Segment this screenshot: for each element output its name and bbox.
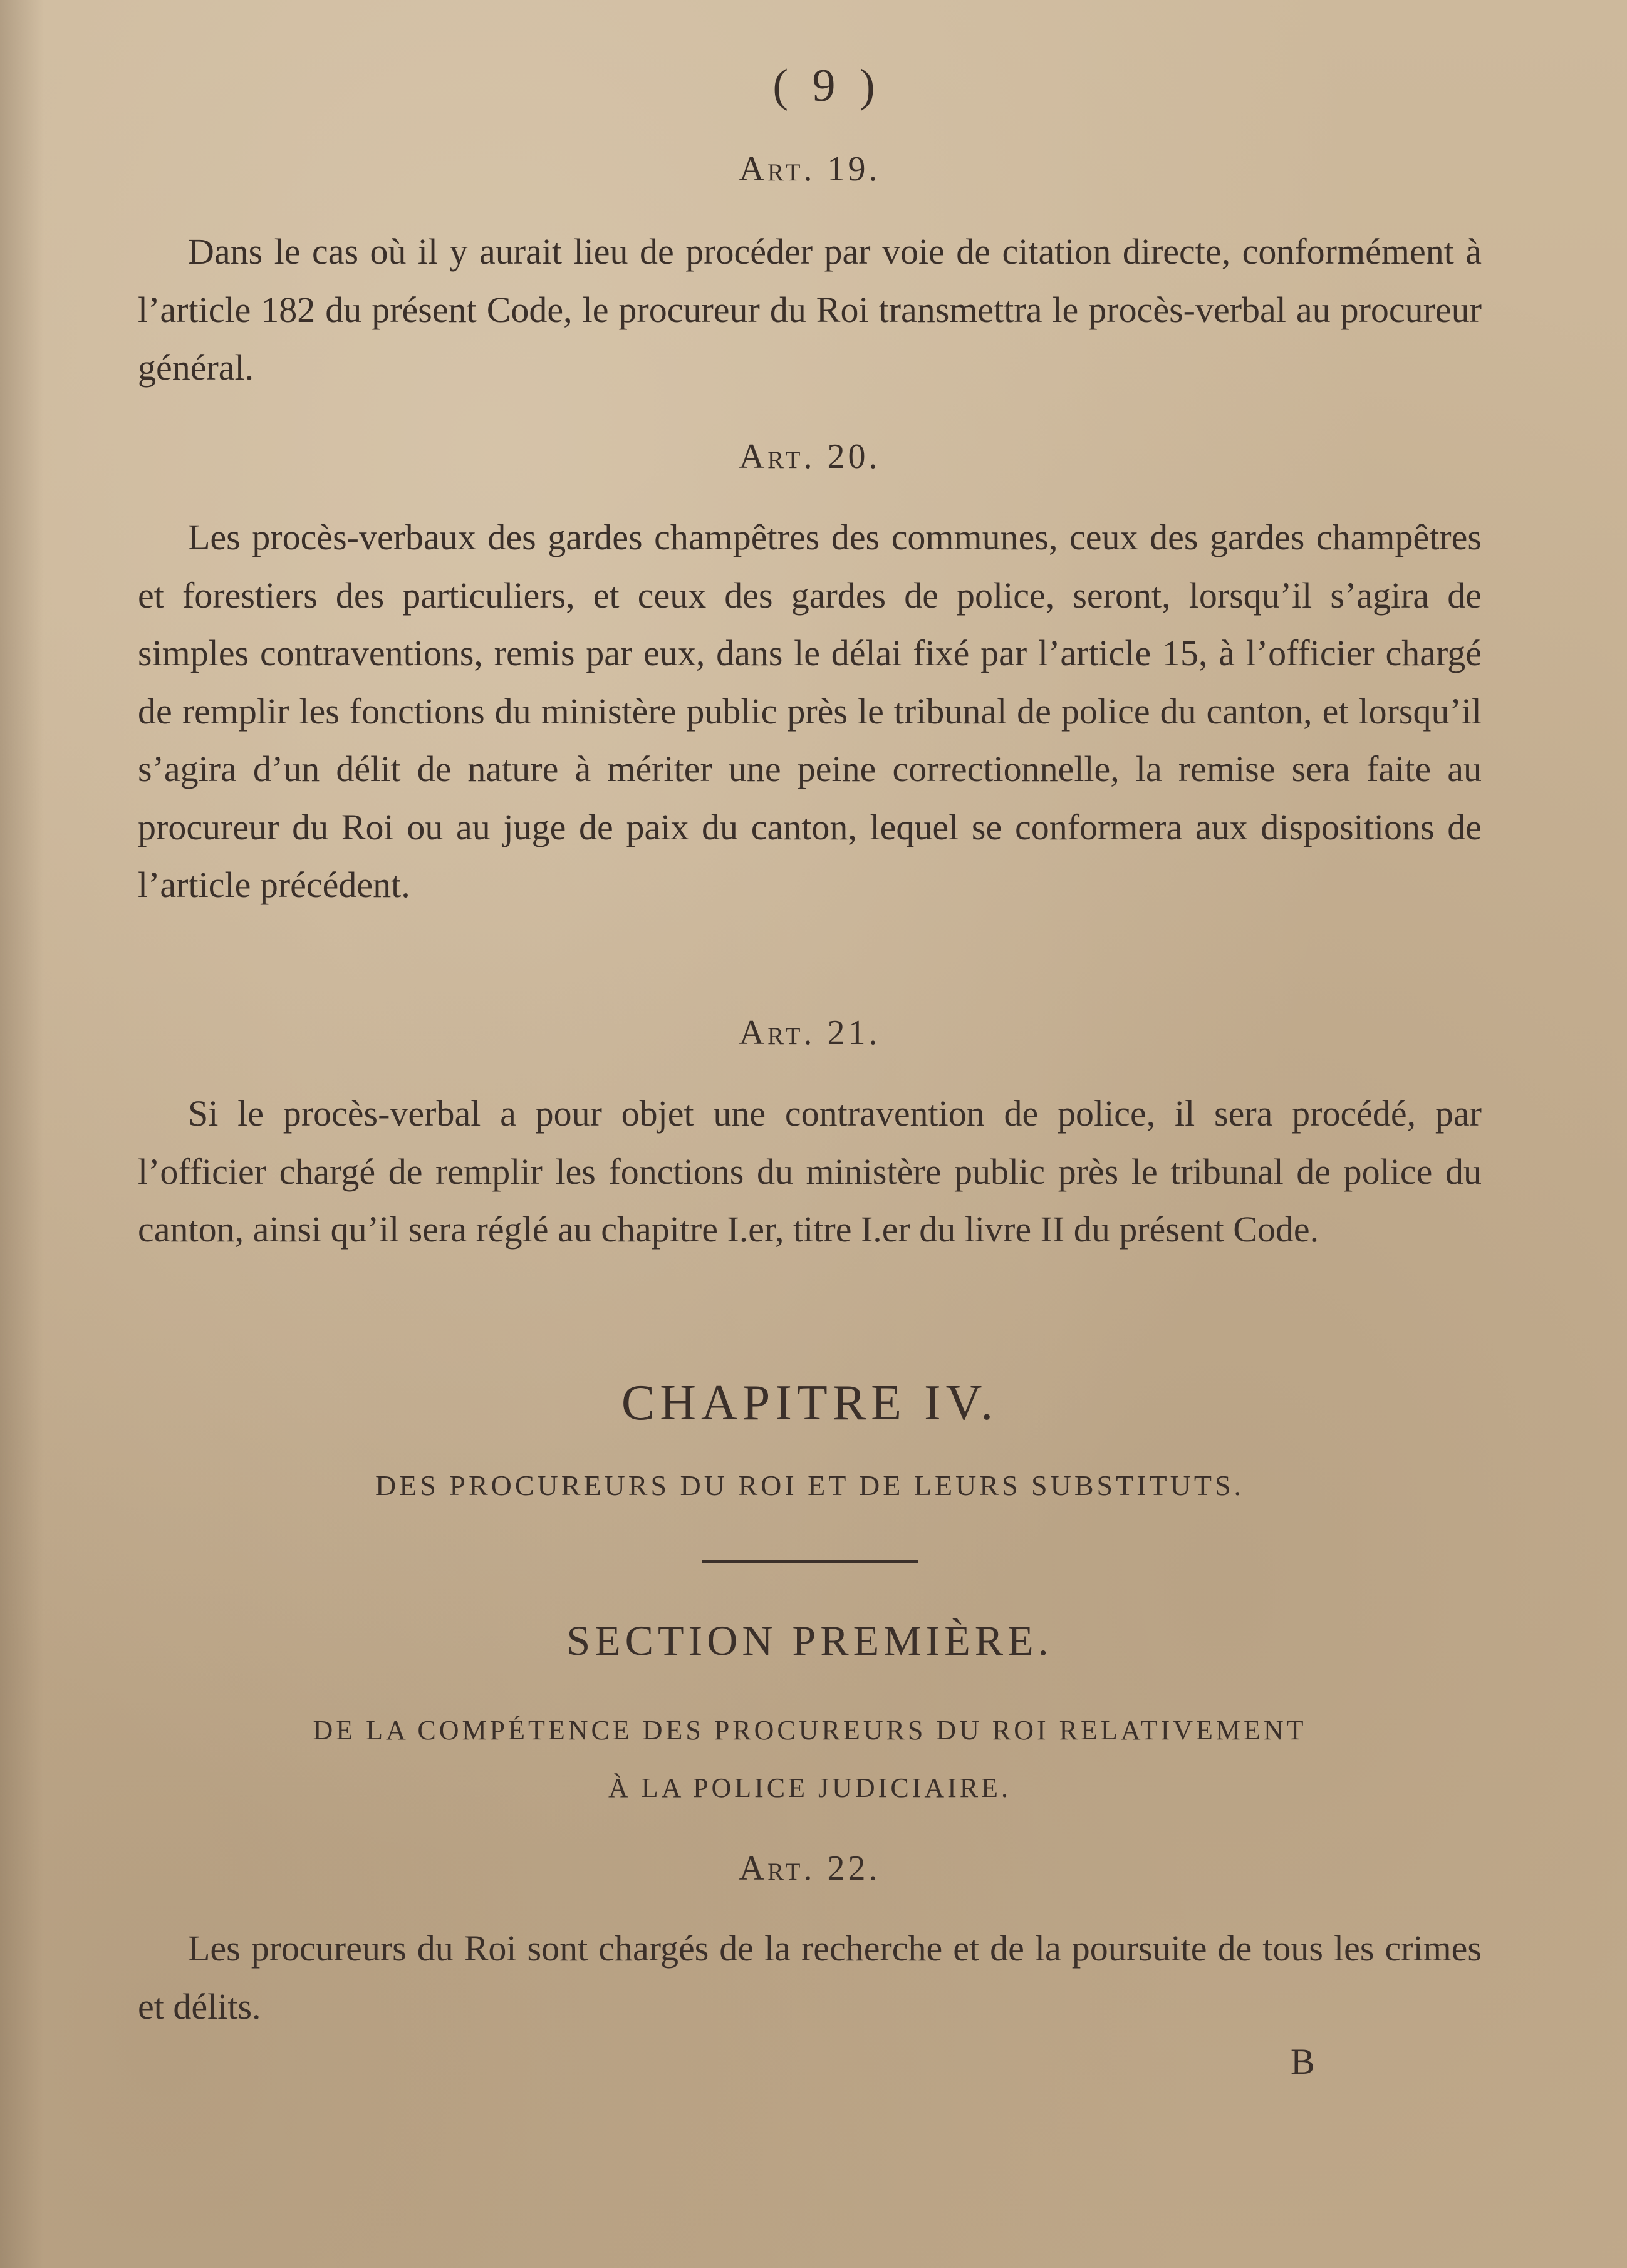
article-heading: Art. 21. (739, 1013, 881, 1052)
page-number: ( 9 ) (772, 60, 881, 111)
article-text: Les procès-verbaux des gardes champêtres des communes, ceux des gardes champêtres et forestiers des particuliers, et ceux des gardes de police, seront, lorsqu’il s’agira de simples contraventions, remis par eux, dans le délai fixé par l’article 15, à l’officier chargé de remplir les fonctions du ministère public près le tribunal de police du canton, et lorsqu’il s’agira d’un délit de nature à mériter une peine correctionnelle, la remise sera faite au procureur du Roi ou au juge de paix du canton, lequel se conformera aux dispositions de l’article précédent. (138, 517, 1482, 905)
signature-mark: B (1291, 2041, 1315, 2082)
article-text: Dans le cas où il y aurait lieu de procéder par voie de citation directe, conformément à l’article 182 du présent Code, le procureur du Roi transmettra le procès-verbal au procureur général. (138, 231, 1482, 388)
article-text: Si le procès-verbal a pour objet une contravention de police, il sera procédé, par l’officier chargé de remplir les fonctions du ministère public près le tribunal de police du canton, ainsi qu’il sera réglé au chapitre I.er, titre I.er du livre II du présent Code. (138, 1093, 1482, 1250)
chapter-subtitle: DES PROCUREURS DU ROI ET DE LEURS SUBSTITUTS. (375, 1469, 1245, 1501)
article-heading: Art. 19. (739, 150, 881, 189)
article-text: Les procureurs du Roi sont chargés de la recherche et de la poursuite de tous les crimes et délits. (138, 1928, 1482, 2027)
section-divider (702, 1560, 918, 1563)
section-title: SECTION PREMIÈRE. (566, 1617, 1053, 1664)
article-heading: Art. 22. (739, 1849, 881, 1888)
chapter-title: CHAPITRE IV. (621, 1375, 999, 1431)
section-subtitle-line-1: DE LA COMPÉTENCE DES PROCUREURS DU ROI RELATIVEMENT (313, 1715, 1307, 1746)
section-subtitle-line-2: À LA POLICE JUDICIAIRE. (608, 1773, 1011, 1803)
article-heading: Art. 20. (739, 437, 881, 476)
